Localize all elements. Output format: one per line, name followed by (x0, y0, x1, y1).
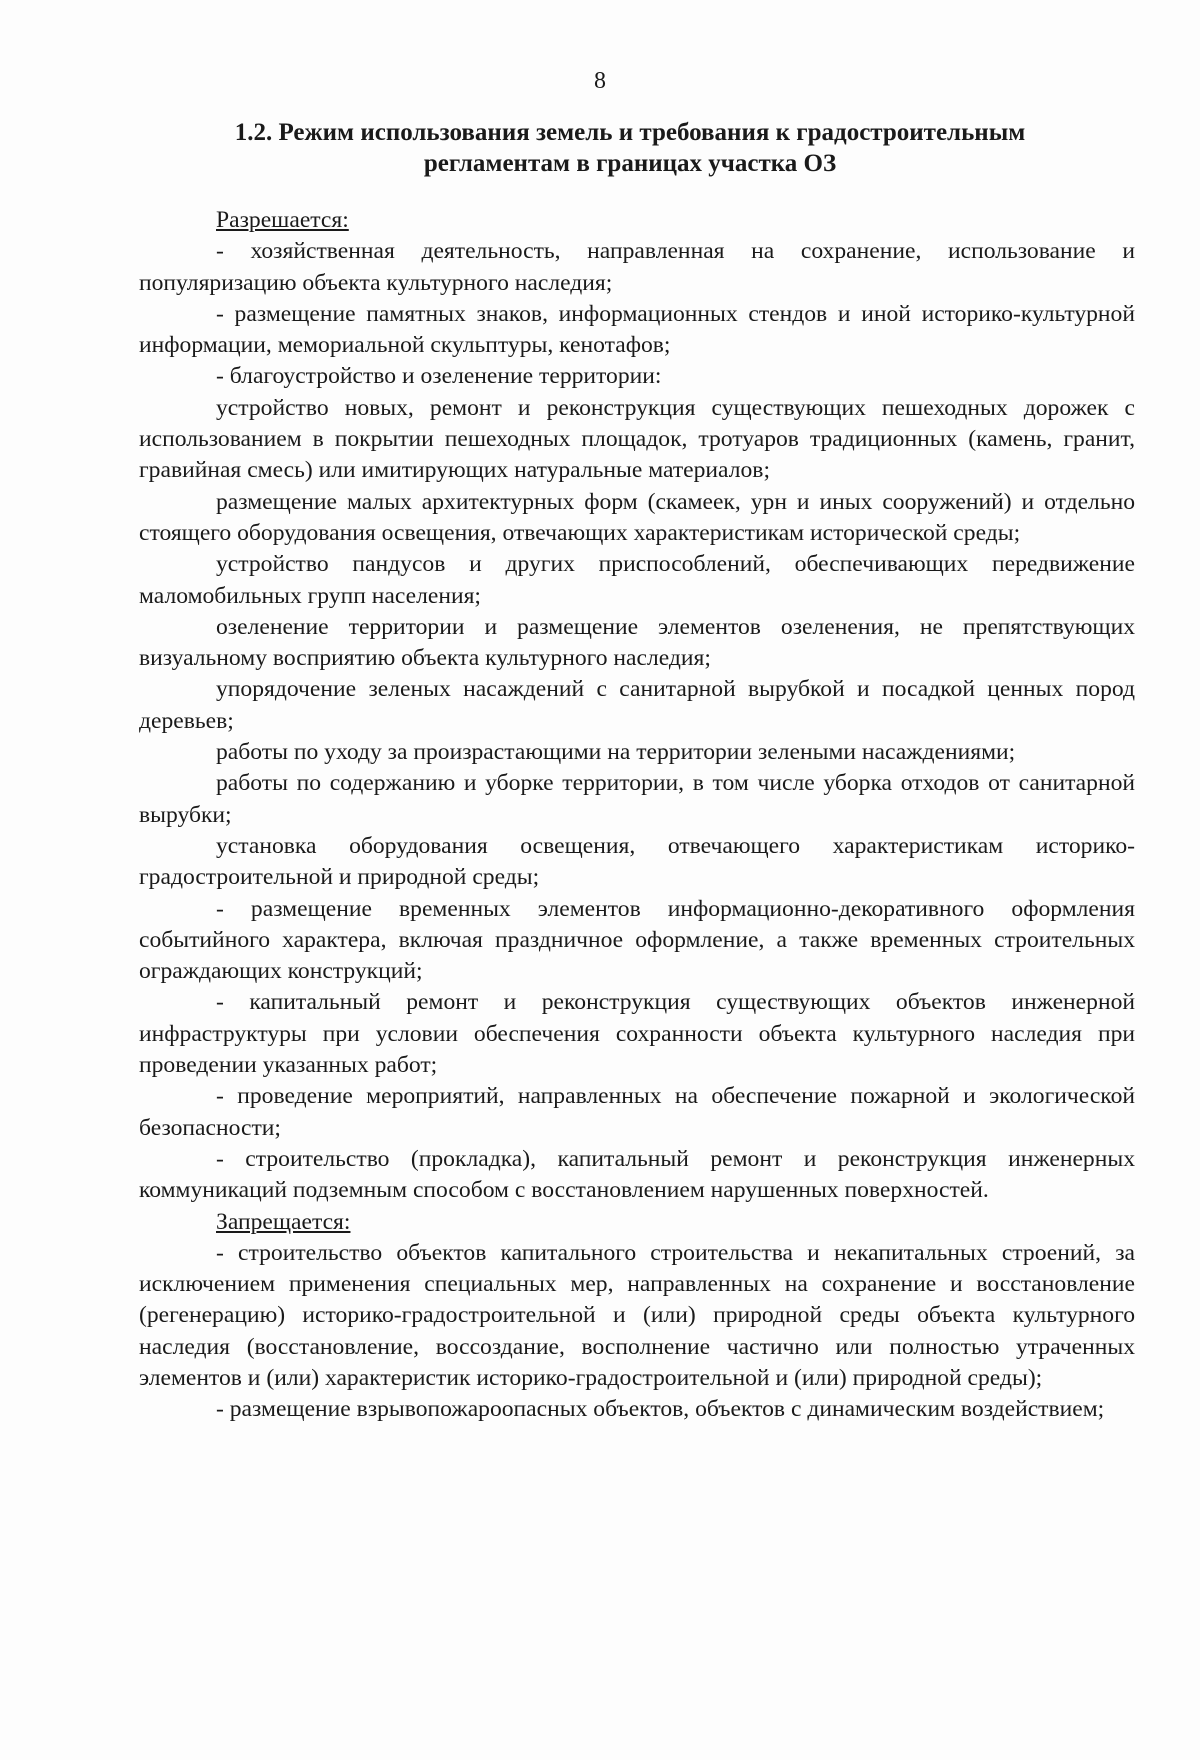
allowed-item: работы по уходу за произрастающими на территории зелеными насаждениями; (216, 739, 1016, 766)
prohibited-item: - размещение взрывопожароопасных объектов, объектов с динамическим воздействием; (216, 1396, 1105, 1423)
allowed-item: - размещение временных элементов информационно-декоративного оформления событийного характера, включая праздничное оформление, а также временных строительных ограждающих конструкций; (139, 895, 1135, 985)
allowed-item: озеленение территории и размещение элементов озеленения, не препятствующих визуальному восприятию объекта культурного наследия; (139, 613, 1135, 672)
document-body (139, 205, 1135, 1426)
allowed-item: - проведение мероприятий, направленных на обеспечение пожарной и экологической безопасности; (139, 1083, 1135, 1141)
section-title-line-1: 1.2. Режим использования земель и требования к градостроительным (234, 119, 1026, 146)
allowed-item: - хозяйственная деятельность, направленная на сохранение, использование и популяризацию объекта культурного наследия; (139, 238, 1135, 296)
allowed-item: устройство новых, ремонт и реконструкция существующих пешеходных дорожек с использованием в покрытии пешеходных площадок, тротуаров традиционных (камень, гранит, гравийная смесь) или имитирующих натуральные материалов; (139, 394, 1135, 484)
allowed-item: - строительство (прокладка), капитальный ремонт и реконструкция инженерных коммуникаций подземным способом с восстановлением нарушенных поверхностей. (139, 1145, 1135, 1204)
allowed-item: работы по содержанию и уборке территории, в том числе уборка отходов от санитарной вырубки; (139, 770, 1135, 828)
allowed-item: устройство пандусов и других приспособлений, обеспечивающих передвижение маломобильных групп населения; (139, 551, 1135, 609)
allowed-item: упорядочение зеленых насаждений с санитарной вырубкой и посадкой ценных пород деревьев; (139, 676, 1135, 734)
allowed-item: - капитальный ремонт и реконструкция существующих объектов инженерной инфраструктуры при условии обеспечения сохранности объекта культурного наследия при проведении указанных работ; (139, 989, 1135, 1079)
section-title-line-2: регламентам в границах участка ОЗ (423, 150, 837, 177)
allowed-item: - размещение памятных знаков, информационных стендов и иной историко-культурной информации, мемориальной скульптуры, кенотафов; (139, 300, 1135, 359)
allowed-item: размещение малых архитектурных форм (скамеек, урн и иных сооружений) и отдельно стоящего оборудования освещения, отвечающих характеристикам исторической среды; (139, 488, 1135, 546)
allowed-item: - благоустройство и озеленение территории: (216, 363, 662, 390)
allowed-heading: Разрешается: (216, 207, 349, 233)
section-title (180, 117, 1080, 179)
prohibited-heading: Запрещается: (216, 1208, 351, 1235)
prohibited-item: - строительство объектов капитального строительства и некапитальных строений, за исключением применения специальных мер, направленных на сохранение и восстановление (регенерацию) историко-градостроительной и (или) природной среды объекта культурного наследия (восстановление, воссоздание, восполнение частично или полностью утраченных элементов и (или) характеристик историко-градостроительной и (или) природной среды); (139, 1239, 1135, 1391)
allowed-item: установка оборудования освещения, отвечающего характеристикам историко-градостроительной и природной среды; (139, 832, 1135, 891)
page-number: 8 (594, 68, 606, 94)
